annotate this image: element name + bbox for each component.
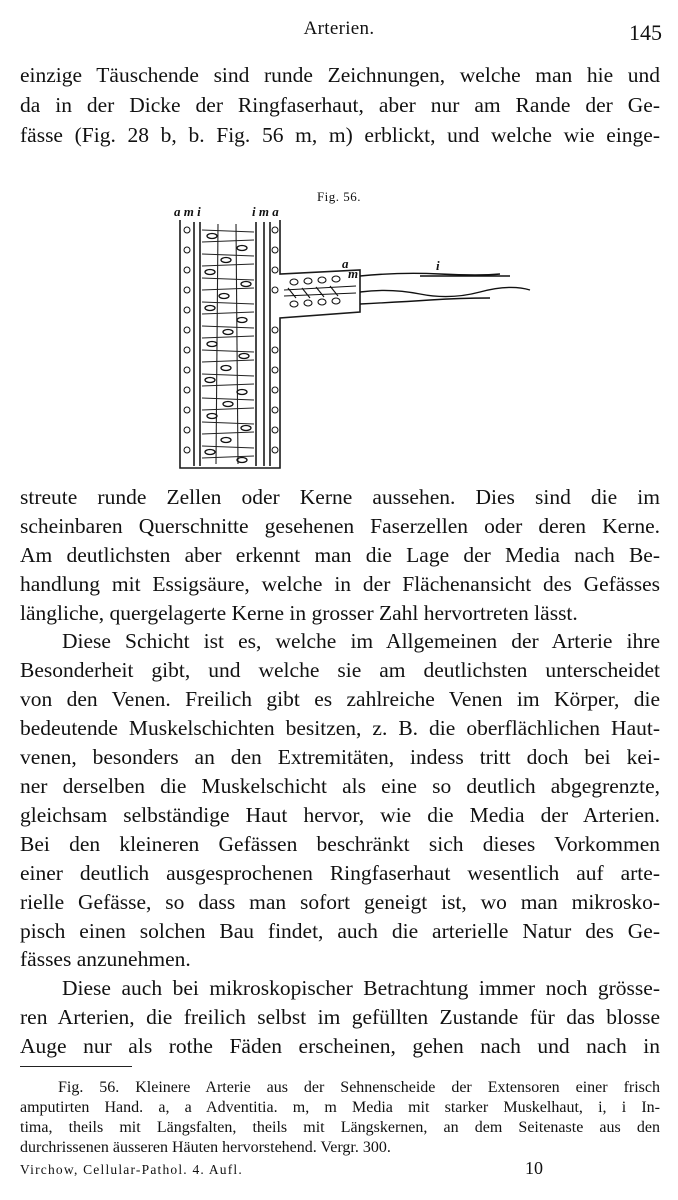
figure-letter: i [436, 258, 440, 273]
body-line: Diese auch bei mikroskopischer Betrachtung immer noch grösse- [62, 976, 660, 1000]
body-line: einer deutlich ausgesprochenen Ringfaserhaut wesentlich auf arte- [20, 861, 660, 885]
body-line: Am deutlichsten aber erkennt man die Lage der Media nach Be- [20, 543, 660, 567]
body-line: da in der Dicke der Ringfaserhaut, aber nur am Rande der Ge- [20, 93, 660, 117]
body-line: venen, besonders an den Extremitäten, indess tritt doch bei kei- [20, 745, 660, 769]
body-line: einzige Täuschende sind runde Zeichnungen, welche man hie und [20, 63, 660, 87]
body-line: gleichsam selbständige Haut hervor, wie die Media der Arterien. [20, 803, 660, 827]
body-line: Besonderheit gibt, und welche sie am deutlichsten unterscheidet [20, 658, 660, 682]
figure-letter: m [348, 266, 359, 281]
body-line: ren Arterien, die freilich selbst im gefüllten Zustande für das blosse [20, 1005, 660, 1029]
body-line: streute runde Zellen oder Kerne aussehen. Dies sind die im [20, 485, 660, 509]
footnote-line: Fig. 56. Kleinere Arterie aus der Sehnenscheide der Extensoren einer frisch [58, 1079, 660, 1096]
body-line: rielle Gefässe, so dass man sofort geneigt ist, wo man mikrosko- [20, 890, 660, 914]
footnote-line: amputirten Hand. a, a Adventitia. m, m Media mit starker Muskelhaut, i, i In- [20, 1099, 660, 1116]
body-line: von den Venen. Freilich gibt es zahlreiche Venen im Körper, die [20, 687, 660, 711]
footnote-line: tima, theils mit Längsfalten, theils mit Längskernen, an dem Seitenaste aus den [20, 1119, 660, 1136]
printer-signature: Virchow, Cellular-Pathol. 4. Aufl. [20, 1162, 243, 1177]
artery-illustration [170, 200, 540, 475]
running-head [0, 18, 678, 48]
footnote-line: durchrissenen äusseren Häuten hervorstehend. Vergr. 300. [20, 1139, 391, 1156]
body-line: handlung mit Essigsäure, welche in der Flächenansicht des Gefässes [20, 572, 660, 596]
body-line: längliche, quergelagerte Kerne in grosser Zahl hervortreten lässt. [20, 601, 578, 625]
body-line: Auge nur als rothe Fäden erscheinen, gehen nach und nach in [20, 1034, 660, 1058]
body-line: scheinbaren Querschnitte gesehenen Faserzellen oder deren Kerne. [20, 514, 660, 538]
body-line: Bei den kleineren Gefässen beschränkt sich dieses Vorkommen [20, 832, 660, 856]
figure-letter: i m a [252, 204, 279, 219]
body-line: pisch einen solchen Bau findet, auch die arterielle Natur des Ge- [20, 919, 660, 943]
page-number: 145 [629, 20, 662, 45]
figure-letter: a m i [174, 204, 201, 219]
figure-label: Fig. 56. [316, 189, 362, 204]
body-line: ner derselben die Muskelschicht als eine so deutlich abgegrenzte, [20, 774, 660, 798]
body-line: Diese Schicht ist es, welche im Allgemeinen der Arterie ihre [62, 629, 660, 653]
footnote-rule [20, 1066, 132, 1067]
running-title: Arterien. [303, 18, 375, 39]
body-line: fässe (Fig. 28 b, b. Fig. 56 m, m) erblickt, und welche wie einge- [20, 123, 660, 147]
artery-drawing [170, 200, 540, 475]
body-line: bedeutende Muskelschichten besitzen, z. B. die oberflächlichen Haut- [20, 716, 660, 740]
body-line: fässes anzunehmen. [20, 947, 191, 971]
sheet-number: 10 [525, 1158, 543, 1178]
figure-letter: a [342, 256, 349, 271]
